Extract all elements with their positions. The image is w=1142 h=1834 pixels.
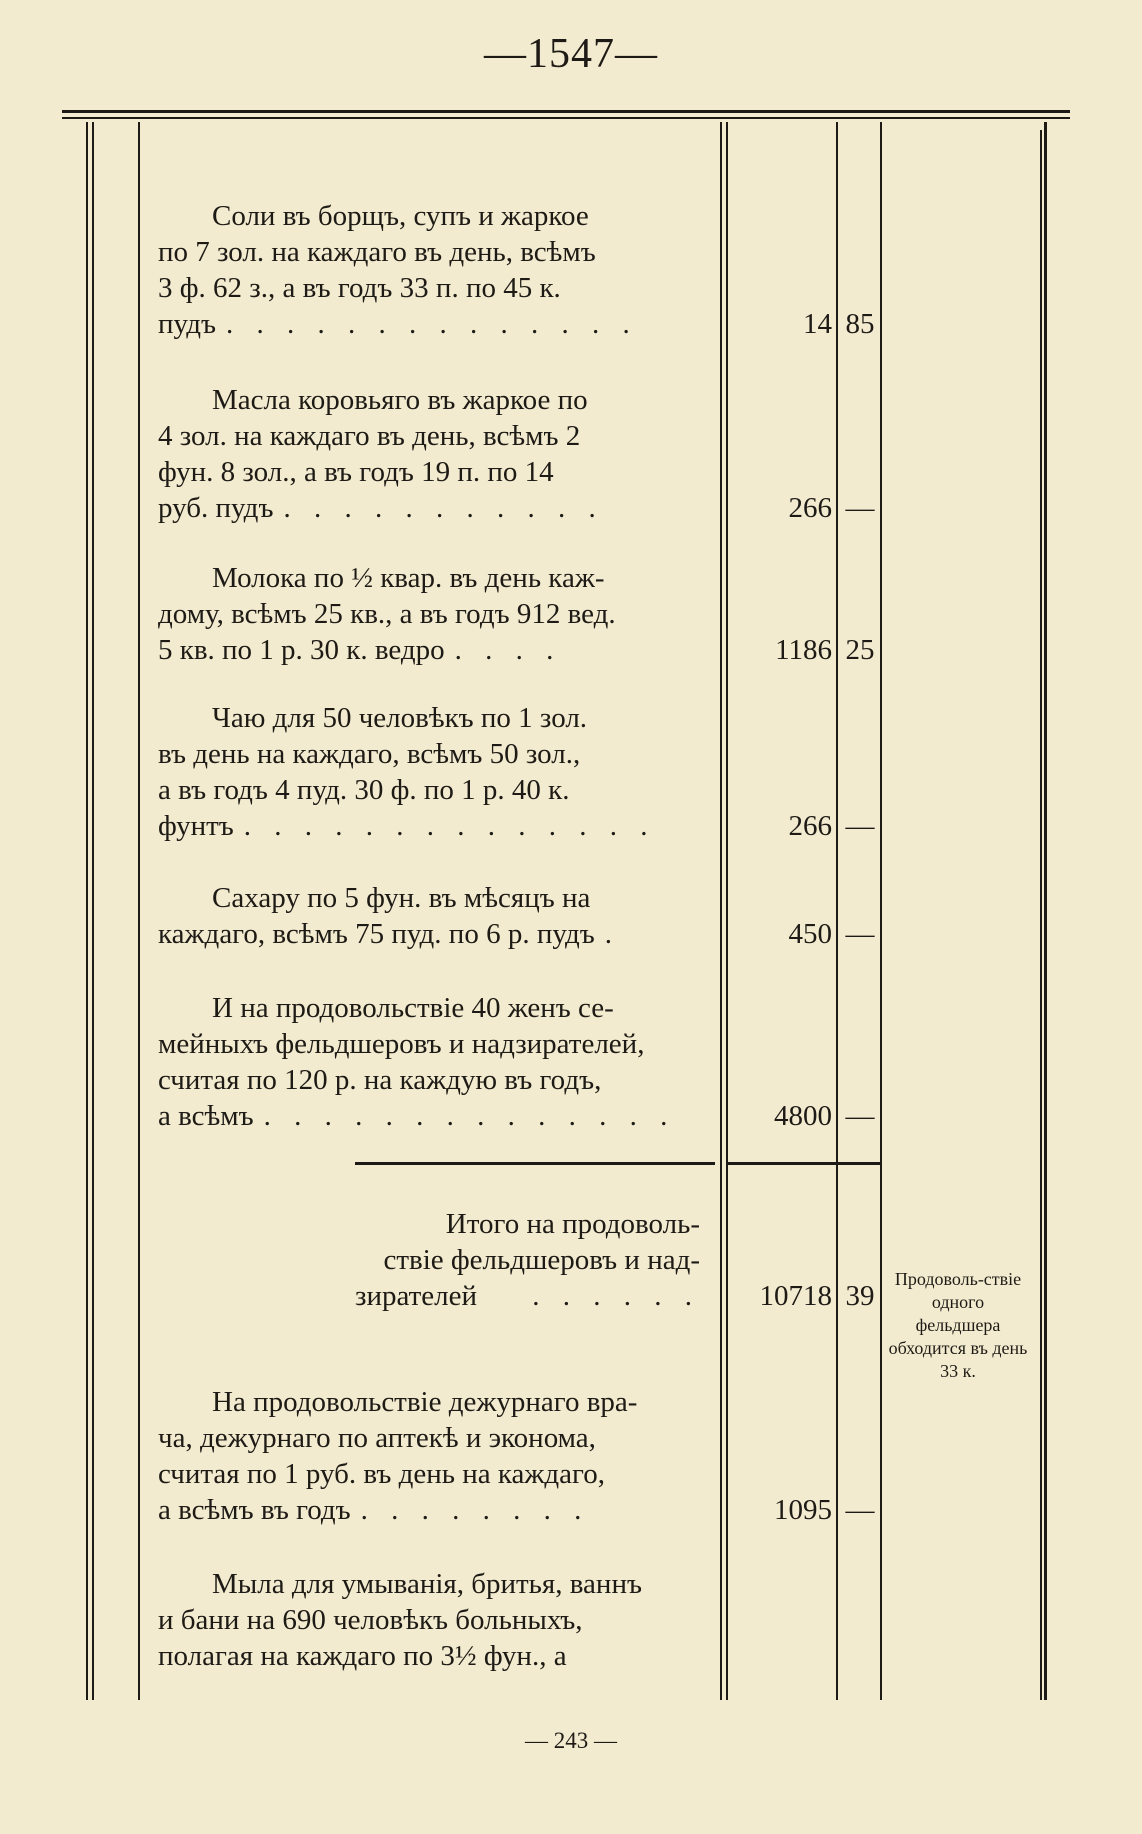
column-line-kop-right bbox=[880, 122, 882, 1700]
entry-soap bbox=[158, 1566, 700, 1674]
total-kopecks: 39 bbox=[845, 1280, 875, 1312]
amount-kopecks: — bbox=[845, 1100, 875, 1132]
total-rubles: 10718 bbox=[759, 1280, 832, 1312]
amount-rubles: 4800 bbox=[774, 1100, 832, 1132]
entry-sugar bbox=[158, 880, 700, 952]
entry-milk bbox=[158, 560, 700, 668]
dot-leader: . . . . . . . . . . . . . . bbox=[225, 308, 638, 340]
entry-last-line: фунтъ bbox=[158, 810, 234, 842]
dot-leader: . . . . . . . . . . . bbox=[283, 492, 604, 524]
side-note: Продоволь-ствіе одного фельдшера обходится въ день 33 к. bbox=[888, 1269, 1028, 1381]
entry-butter bbox=[158, 382, 700, 526]
entry-line: И на продовольствіе 40 женъ се- bbox=[212, 992, 614, 1024]
entry-last-line: каждаго, всѣмъ 75 пуд. по 6 р. пудъ bbox=[158, 918, 595, 950]
total-separator-rule bbox=[355, 1162, 715, 1165]
entry-last-line: а всѣмъ въ годъ bbox=[158, 1494, 351, 1526]
entry-line: дому, всѣмъ 25 кв., а въ годъ 912 вед. bbox=[158, 598, 616, 630]
amount-kopecks: 85 bbox=[845, 308, 875, 340]
amount-kopecks: — bbox=[845, 810, 875, 842]
entry-line: считая по 120 р. на каждую въ годъ, bbox=[158, 1064, 602, 1096]
amount-rubles: 266 bbox=[788, 810, 832, 842]
entry-salt bbox=[158, 198, 700, 342]
entry-line: по 7 зол. на каждаго въ день, всѣмъ bbox=[158, 236, 596, 268]
entry-line: На продовольствіе дежурнаго вра- bbox=[212, 1386, 638, 1418]
column-line-rub-left-2 bbox=[726, 122, 728, 1700]
entry-line: и бани на 690 человѣкъ больныхъ, bbox=[158, 1604, 583, 1636]
total-last-line: зирателей bbox=[355, 1280, 478, 1312]
amount-rubles: 1095 bbox=[774, 1494, 832, 1526]
entry-line: Молока по ½ квар. въ день каж- bbox=[212, 562, 605, 594]
amount-rubles: 266 bbox=[788, 492, 832, 524]
column-line-kop-left bbox=[836, 122, 838, 1700]
entry-line: ча, дежурнаго по аптекѣ и эконома, bbox=[158, 1422, 596, 1454]
footer-page-number: — 243 — bbox=[525, 1728, 617, 1753]
entry-line: Сахару по 5 фун. въ мѣсяцъ на bbox=[212, 882, 591, 914]
entry-line: мейныхъ фельдшеровъ и надзирателей, bbox=[158, 1028, 645, 1060]
amount-kopecks: — bbox=[845, 1494, 875, 1526]
amount-rubles: 450 bbox=[788, 918, 832, 950]
entry-line: Соли въ борщъ, супъ и жаркое bbox=[212, 200, 589, 232]
total-line: Итого на продоволь- bbox=[445, 1208, 700, 1240]
column-line-text-left bbox=[138, 122, 140, 1700]
dot-leader: . . . . . . . . . . . . . . bbox=[243, 810, 656, 842]
column-line-right-outer bbox=[1044, 122, 1047, 1700]
amount-kopecks: 25 bbox=[845, 634, 875, 666]
column-line-left-inner bbox=[92, 122, 94, 1700]
entry-line: 4 зол. на каждаго въ день, всѣмъ 2 bbox=[158, 420, 581, 452]
entry-last-line: руб. пудъ bbox=[158, 492, 274, 524]
entry-last-line: пудъ bbox=[158, 308, 216, 340]
top-rule bbox=[62, 110, 1070, 113]
entry-line: въ день на каждаго, всѣмъ 50 зол., bbox=[158, 738, 581, 770]
entry-line: фун. 8 зол., а въ годъ 19 п. по 14 bbox=[158, 456, 554, 488]
total-separator-rule-right bbox=[726, 1162, 880, 1165]
amount-kopecks: — bbox=[845, 492, 875, 524]
column-line-rub-left bbox=[720, 122, 722, 1700]
dot-leader: . . . . bbox=[454, 634, 562, 666]
page-number: —1547— bbox=[484, 31, 658, 77]
entry-line: а въ годъ 4 пуд. 30 ф. по 1 р. 40 к. bbox=[158, 774, 570, 806]
amount-rubles: 1186 bbox=[775, 634, 832, 666]
entry-last-line: а всѣмъ bbox=[158, 1100, 254, 1132]
dot-leader: . bbox=[604, 918, 621, 950]
entry-line: полагая на каждаго по 3½ фун., а bbox=[158, 1640, 567, 1672]
dot-leader: . . . . . . bbox=[532, 1280, 700, 1312]
entry-last-line: 5 кв. по 1 р. 30 к. ведро bbox=[158, 634, 445, 666]
amount-rubles: 14 bbox=[803, 308, 832, 340]
column-line-right-inner bbox=[1040, 130, 1042, 1700]
entry-wives bbox=[158, 990, 700, 1134]
total-line: ствіе фельдшеровъ и над- bbox=[383, 1244, 700, 1276]
total-block bbox=[355, 1206, 700, 1314]
entry-line: Мыла для умыванія, бритья, ваннъ bbox=[212, 1568, 642, 1600]
entry-doctor bbox=[158, 1384, 700, 1528]
entry-line: считая по 1 руб. въ день на каждаго, bbox=[158, 1458, 605, 1490]
entry-line: Чаю для 50 человѣкъ по 1 зол. bbox=[212, 702, 588, 734]
entry-tea bbox=[158, 700, 700, 844]
dot-leader: . . . . . . . . bbox=[360, 1494, 590, 1526]
top-rule-thin bbox=[62, 117, 1070, 119]
dot-leader: . . . . . . . . . . . . . . bbox=[263, 1100, 676, 1132]
entry-line: Масла коровьяго въ жаркое по bbox=[212, 384, 588, 416]
column-line-left-outer bbox=[86, 122, 88, 1700]
amount-kopecks: — bbox=[845, 918, 875, 950]
entry-line: 3 ф. 62 з., а въ годъ 33 п. по 45 к. bbox=[158, 272, 561, 304]
